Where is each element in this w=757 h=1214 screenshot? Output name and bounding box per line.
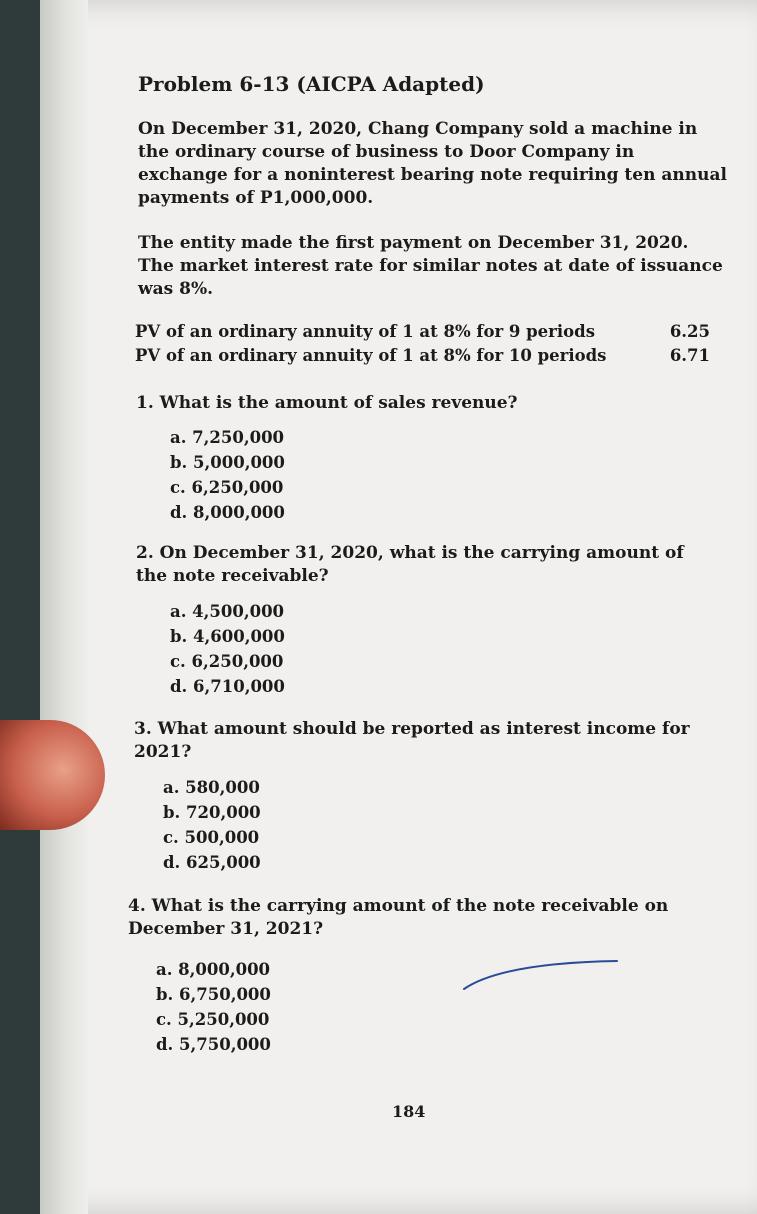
pv-row-value: 6.71 — [669, 346, 710, 365]
pv-row-9 — [135, 322, 710, 341]
pv-row-label: PV of an ordinary annuity of 1 at 8% for 9 periods — [135, 322, 595, 341]
q4-option-c: c. 5,250,000 — [156, 1010, 270, 1029]
question-4 — [128, 895, 698, 941]
problem-title: Problem 6-13 (AICPA Adapted) — [138, 72, 485, 96]
question-2 — [136, 542, 706, 588]
pv-row-value: 6.25 — [669, 322, 710, 341]
pv-row-label: PV of an ordinary annuity of 1 at 8% for 10 periods — [135, 346, 607, 365]
q4-option-a: a. 8,000,000 — [156, 960, 271, 979]
pen-stroke-icon — [462, 955, 622, 995]
q1-option-b: b. 5,000,000 — [170, 453, 285, 472]
q2-option-c: c. 6,250,000 — [170, 652, 284, 671]
q4-option-b: b. 6,750,000 — [156, 985, 271, 1004]
q1-option-a: a. 7,250,000 — [170, 428, 285, 447]
question-text: What is the amount of sales revenue? — [159, 393, 518, 413]
q3-option-d: d. 625,000 — [163, 853, 261, 872]
q1-option-d: d. 8,000,000 — [170, 503, 285, 522]
q2-option-b: b. 4,600,000 — [170, 627, 285, 646]
question-number: 3. — [134, 719, 152, 739]
q3-option-b: b. 720,000 — [163, 803, 261, 822]
problem-paragraph-1: On December 31, 2020, Chang Company sold a machine in the ordinary course of business to Door Company in exchange for a noninterest bearing note requiring ten annual payments of P1,000,000. — [138, 119, 727, 208]
problem-paragraph-2: The entity made the first payment on December 31, 2020. The market interest rate for similar notes at date of issuance was 8%. — [138, 233, 723, 299]
question-number: 2. — [136, 543, 154, 563]
question-number: 4. — [128, 896, 146, 916]
q2-option-d: d. 6,710,000 — [170, 677, 285, 696]
q3-option-a: a. 580,000 — [163, 778, 260, 797]
question-3 — [134, 718, 704, 764]
q3-option-c: c. 500,000 — [163, 828, 260, 847]
q1-option-c: c. 6,250,000 — [170, 478, 284, 497]
question-text: What is the carrying amount of the note receivable on December 31, 2021? — [128, 896, 669, 939]
pv-row-10 — [135, 346, 710, 365]
q2-option-a: a. 4,500,000 — [170, 602, 285, 621]
question-text: What amount should be reported as interest income for 2021? — [134, 719, 690, 762]
question-text: On December 31, 2020, what is the carrying amount of the note receivable? — [136, 543, 684, 586]
question-1 — [136, 392, 706, 415]
q4-option-d: d. 5,750,000 — [156, 1035, 271, 1054]
page-number: 184 — [392, 1102, 426, 1121]
question-number: 1. — [136, 393, 154, 413]
